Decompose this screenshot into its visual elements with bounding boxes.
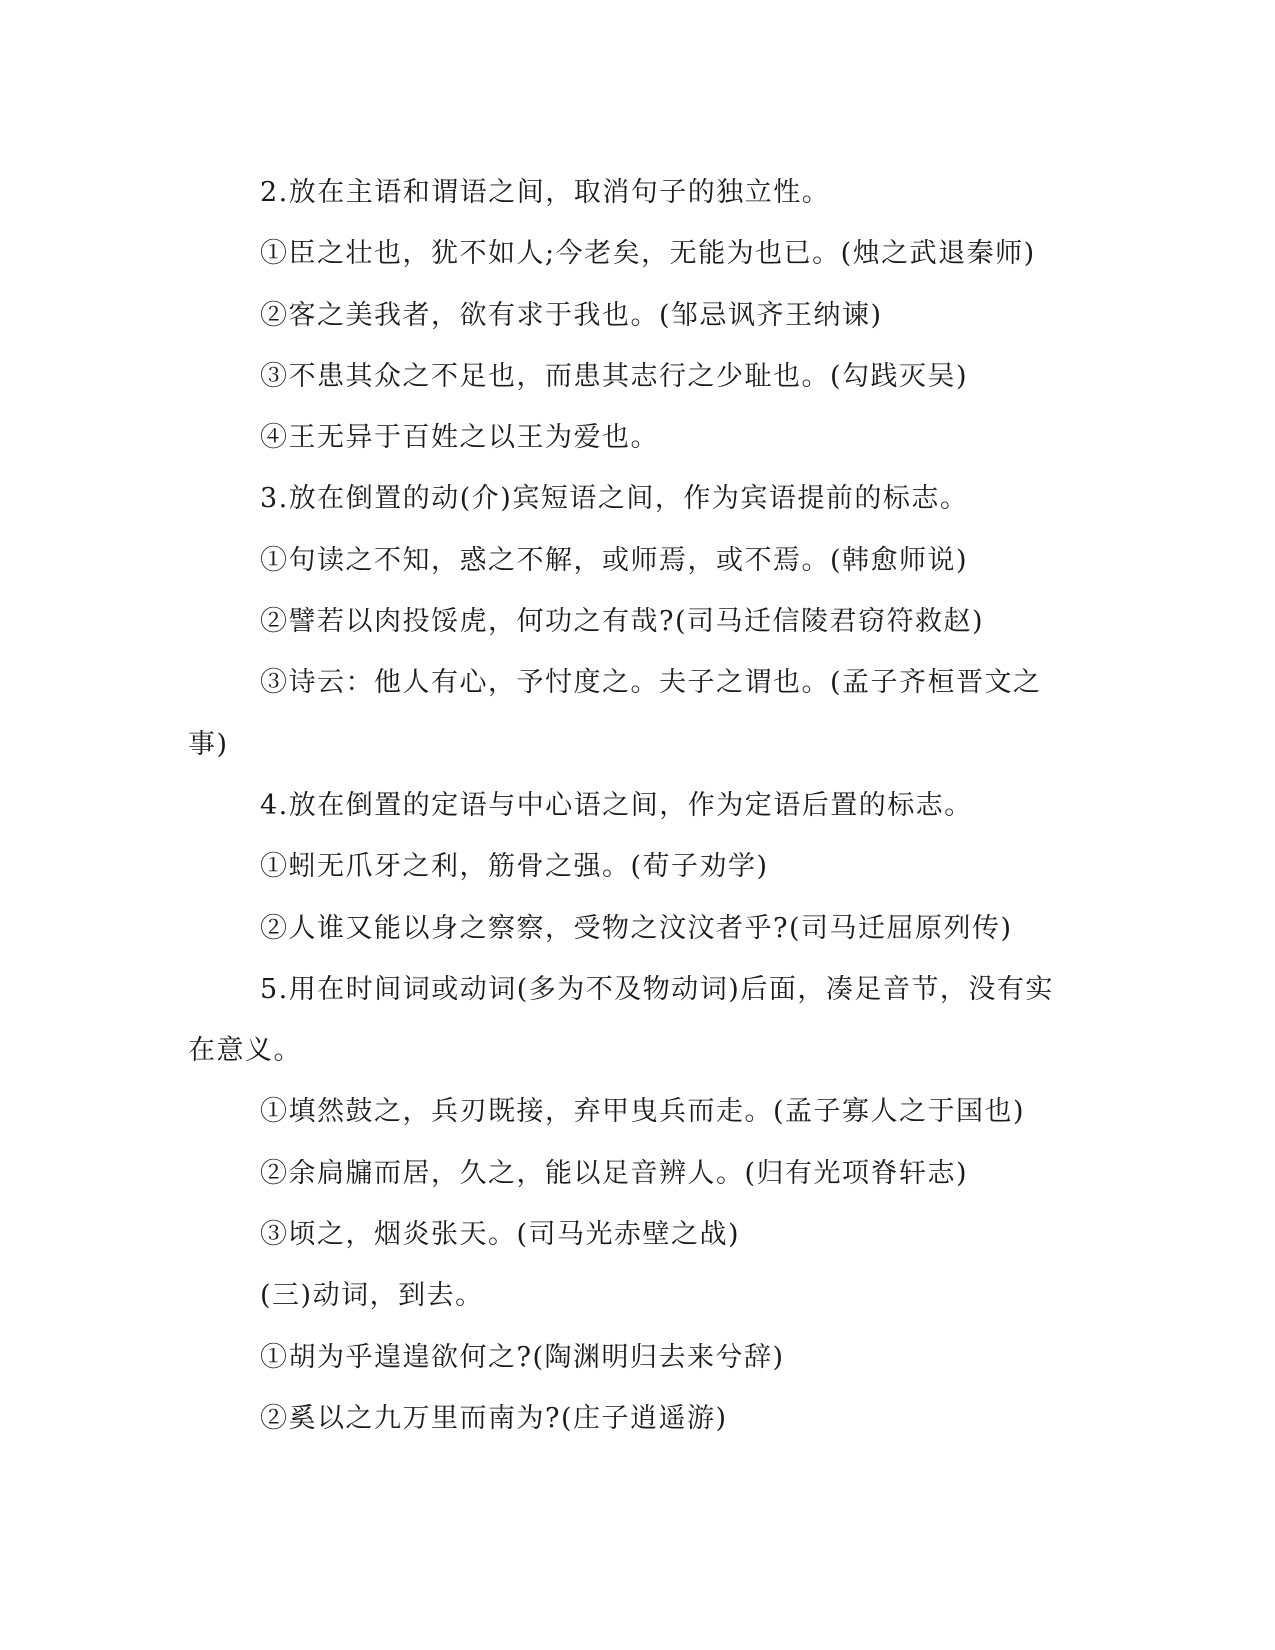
example-3-2: ②譬若以肉投馁虎，何功之有哉?(司马迁信陵君窃符救赵)	[260, 606, 985, 638]
example-4-1: ①蚓无爪牙之利，筋骨之强。(荀子劝学)	[260, 851, 769, 883]
example-verb-2: ②奚以之九万里而南为?(庄子逍遥游)	[260, 1402, 728, 1434]
example-2-1: ①臣之壮也，犹不如人;今老矣，无能为也已。(烛之武退秦师)	[260, 238, 1036, 270]
document-body	[188, 162, 1068, 1449]
example-5-3: ③顷之，烟炎张天。(司马光赤壁之战)	[260, 1219, 741, 1251]
section-heading-3: 3.放在倒置的动(介)宾短语之间，作为宾语提前的标志。	[260, 483, 969, 515]
section-heading-verb: (三)动词，到去。	[260, 1280, 484, 1312]
example-4-2: ②人谁又能以身之察察，受物之汶汶者乎?(司马迁屈原列传)	[260, 912, 1013, 944]
example-verb-1: ①胡为乎遑遑欲何之?(陶渊明归去来兮辞)	[260, 1341, 785, 1373]
example-5-1: ①填然鼓之，兵刃既接，弃甲曳兵而走。(孟子寡人之于国也)	[260, 1096, 1026, 1128]
example-2-4: ④王无异于百姓之以王为爱也。	[260, 422, 659, 454]
example-2-3: ③不患其众之不足也，而患其志行之少耻也。(勾践灭吴)	[260, 360, 969, 392]
example-2-2: ②客之美我者，欲有求于我也。(邹忌讽齐王纳谏)	[260, 299, 883, 331]
example-3-1: ①句读之不知，惑之不解，或师焉，或不焉。(韩愈师说)	[260, 544, 969, 576]
section-heading-5: 5.用在时间词或动词(多为不及物动词)后面，凑足音节，没有实在意义。	[188, 973, 1054, 1067]
example-3-3: ③诗云：他人有心，予忖度之。夫子之谓也。(孟子齐桓晋文之事)	[188, 667, 1042, 760]
section-heading-2: 2.放在主语和谓语之间，取消句子的独立性。	[260, 177, 831, 208]
example-5-2: ②余扃牖而居，久之，能以足音辨人。(归有光项脊轩志)	[260, 1157, 969, 1189]
section-heading-4: 4.放在倒置的定语与中心语之间，作为定语后置的标志。	[260, 789, 973, 821]
